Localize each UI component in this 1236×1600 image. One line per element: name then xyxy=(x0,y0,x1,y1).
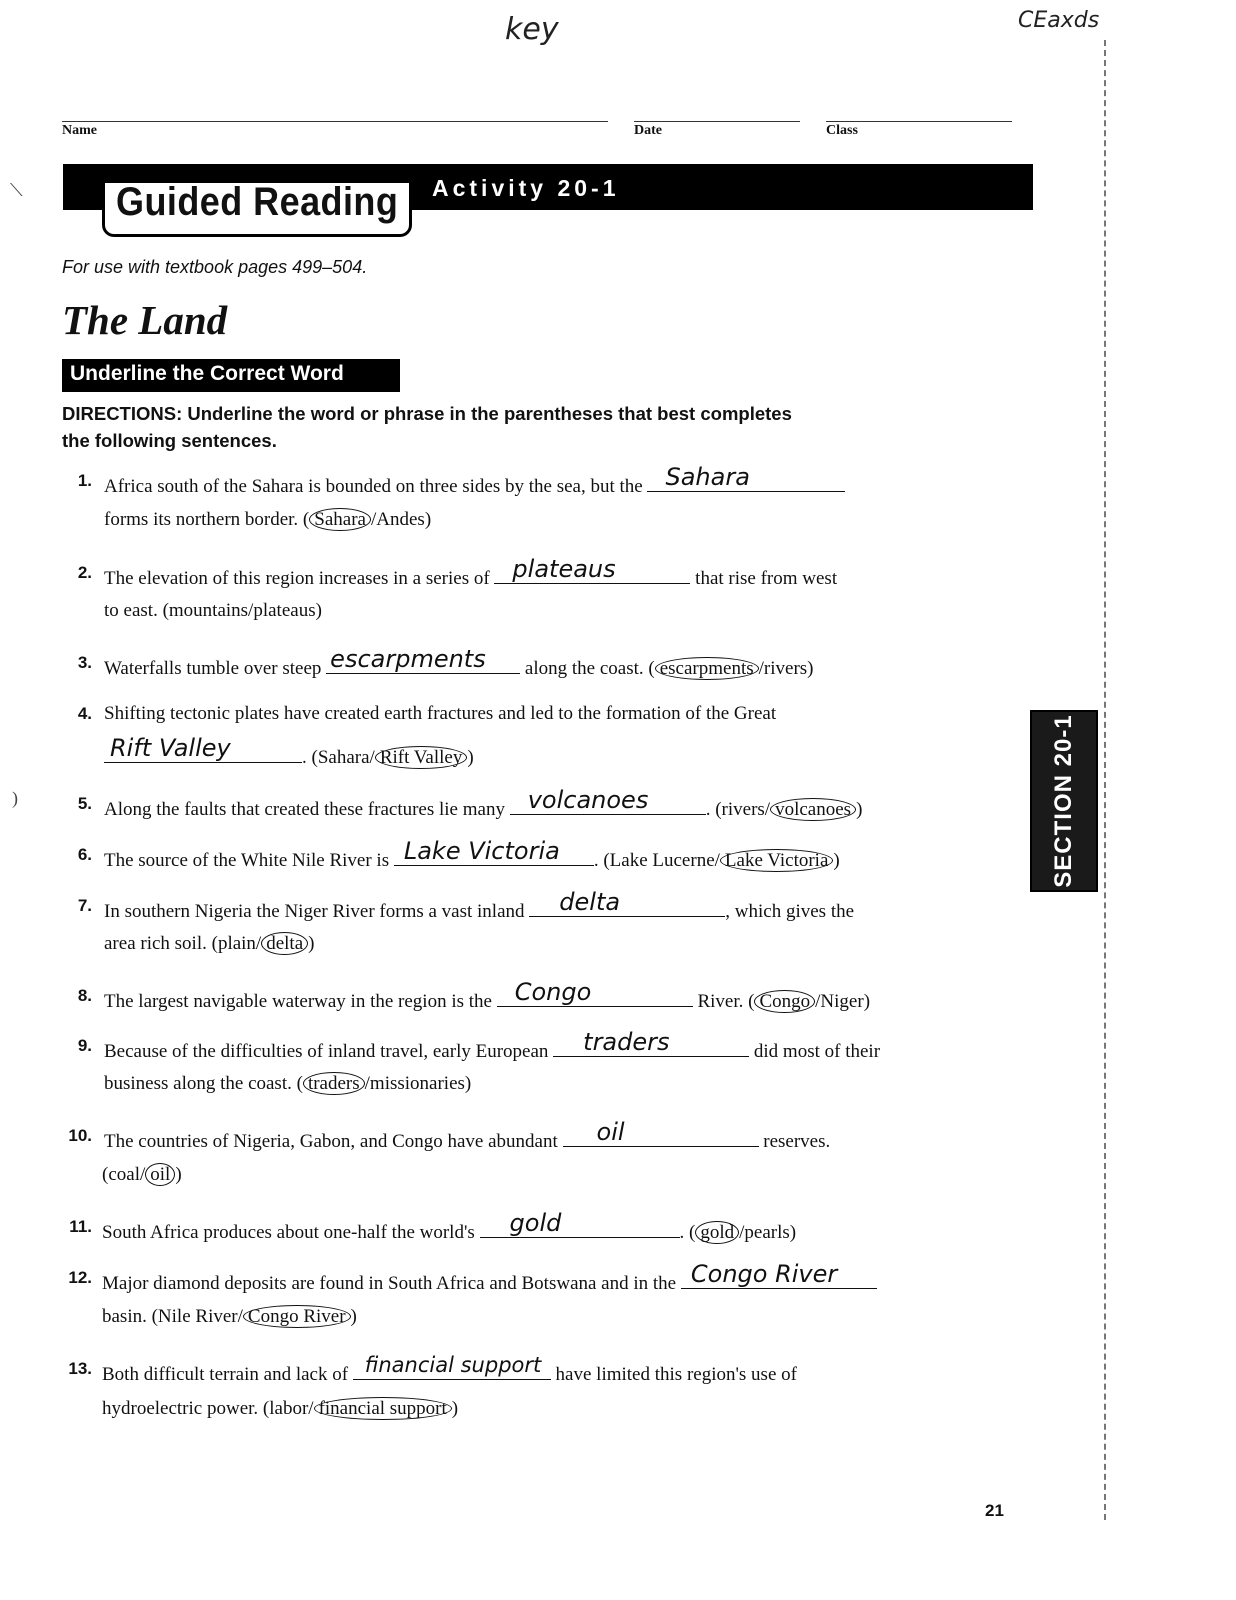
question-10-line-1: The countries of Nigeria, Gabon, and Congo have abundant oil reserves. xyxy=(104,1118,831,1152)
question-2-line-1: The elevation of this region increases in a series of plateaus that rise from west xyxy=(104,555,838,589)
scan-mark-icon: ⟍ xyxy=(10,180,23,200)
handwritten-answer: traders xyxy=(583,1028,670,1056)
question-number: 12. xyxy=(68,1268,92,1287)
question-7-line-2: area rich soil. (plain/ delta ) xyxy=(104,933,315,954)
handwritten-corner-note: CEaxds xyxy=(1018,8,1100,33)
question-number: 2. xyxy=(77,563,92,582)
question-number: 11. xyxy=(69,1217,92,1236)
answer-blank xyxy=(480,1209,680,1238)
question-number: 3. xyxy=(77,653,92,672)
answer-blank xyxy=(681,1260,877,1289)
page-edge-scan-line xyxy=(1104,40,1106,1520)
circled-option: Rift Valley xyxy=(375,746,468,769)
exercise-label: Underline the Correct Word xyxy=(62,359,400,392)
circled-option: financial support xyxy=(314,1397,452,1420)
question-4-line-1: Shifting tectonic plates have created earth fractures and led to the formation of the Great xyxy=(104,703,777,724)
circled-option: gold xyxy=(695,1221,739,1244)
question-12-line-2: basin. (Nile River/ Congo River ) xyxy=(102,1306,357,1327)
name-line xyxy=(62,121,608,122)
question-number: 6. xyxy=(77,845,92,864)
handwritten-answer: financial support xyxy=(364,1353,542,1377)
question-8-line-1: The largest navigable waterway in the region is the Congo River. ( Congo /Niger) xyxy=(104,978,871,1012)
question-9-line-1: Because of the difficulties of inland travel, early European traders did most of their xyxy=(104,1028,881,1062)
section-tab-label: SECTION 20-1 xyxy=(1050,714,1077,888)
question-10-line-2: (coal/ oil ) xyxy=(102,1164,182,1185)
activity-label: Activity 20-1 xyxy=(432,175,620,201)
question-13-line-1: Both difficult terrain and lack of financial support have limited this region's use of xyxy=(102,1353,797,1385)
answer-blank xyxy=(494,555,690,584)
directions: DIRECTIONS: Underline the word or phrase in the parentheses that best completes the following sentences. xyxy=(62,403,792,451)
circled-option: volcanoes xyxy=(770,798,856,821)
handwritten-answer: gold xyxy=(509,1209,562,1237)
question-5-line-1: Along the faults that created these fractures lie many volcanoes . (rivers/ volcanoes ) xyxy=(104,786,863,820)
handwritten-answer: plateaus xyxy=(512,555,616,583)
handwritten-answer: Rift Valley xyxy=(110,734,231,762)
circled-option: Lake Victoria xyxy=(720,849,834,872)
class-label: Class xyxy=(826,123,858,138)
question-2-line-2: to east. (mountains/plateaus) xyxy=(104,600,322,621)
question-number: 4. xyxy=(77,704,92,723)
question-13-line-2: hydroelectric power. (labor/ financial support ) xyxy=(102,1398,459,1419)
handwritten-key-note: key xyxy=(505,12,559,47)
circled-option: delta xyxy=(261,932,308,955)
question-number: 1. xyxy=(77,471,92,490)
answer-blank xyxy=(510,786,706,815)
circled-option: Congo xyxy=(754,990,815,1013)
answer-blank xyxy=(647,463,845,492)
answer-blank xyxy=(553,1028,749,1057)
date-line xyxy=(634,121,800,122)
question-1-line-1: Africa south of the Sahara is bounded on three sides by the sea, but the Sahara xyxy=(104,469,845,499)
handwritten-answer: volcanoes xyxy=(527,786,649,814)
handwritten-answer: escarpments xyxy=(330,645,486,673)
question-7-line-1: In southern Nigeria the Niger River forms a vast inland delta , which gives the xyxy=(104,888,855,922)
name-label: Name xyxy=(62,123,97,138)
question-1-line-2: forms its northern border. ( Sahara /Andes) xyxy=(104,509,432,530)
answer-blank xyxy=(529,888,725,917)
circled-option: Congo River xyxy=(243,1305,351,1328)
handwritten-answer: Congo River xyxy=(690,1260,838,1288)
circled-option: traders xyxy=(303,1072,365,1095)
handwritten-answer: Lake Victoria xyxy=(403,837,560,865)
section-title: The Land xyxy=(62,297,228,343)
scan-mark-icon: ) xyxy=(12,788,18,808)
answer-blank xyxy=(394,837,594,866)
answer-blank xyxy=(563,1118,759,1147)
question-number: 7. xyxy=(77,896,92,915)
circled-option: oil xyxy=(145,1163,175,1186)
question-number: 13. xyxy=(68,1359,92,1378)
question-12-line-1: Major diamond deposits are found in South Africa and Botswana and in the Congo River xyxy=(102,1266,877,1296)
question-number: 5. xyxy=(77,794,92,813)
answer-blank xyxy=(326,645,520,674)
date-label: Date xyxy=(634,123,662,138)
question-number: 9. xyxy=(77,1036,92,1055)
answer-blank xyxy=(104,734,302,763)
answer-blank xyxy=(497,978,693,1007)
question-3-line-1: Waterfalls tumble over steep escarpments along the coast. ( escarpments /rivers) xyxy=(104,645,814,679)
question-number: 8. xyxy=(77,986,92,1005)
banner-title: Guided Reading xyxy=(116,180,399,224)
page-number: 21 xyxy=(985,1501,1004,1520)
handwritten-answer: Congo xyxy=(514,978,592,1006)
class-line xyxy=(826,121,1012,122)
circled-option: escarpments xyxy=(655,657,759,680)
question-4-line-2: Rift Valley . (Sahara/ Rift Valley ) xyxy=(104,740,474,770)
handwritten-answer: delta xyxy=(559,888,621,916)
question-6-line-1: The source of the White Nile River is Lake Victoria . (Lake Lucerne/ Lake Victoria ) xyxy=(104,837,840,871)
handwritten-answer: oil xyxy=(596,1118,625,1146)
question-11-line-1: South Africa produces about one-half the world's gold . ( gold /pearls) xyxy=(102,1209,797,1243)
circled-option: Sahara xyxy=(309,508,371,531)
question-9-line-2: business along the coast. ( traders /missionaries) xyxy=(104,1073,472,1094)
question-number: 10. xyxy=(68,1126,92,1145)
handwritten-answer: Sahara xyxy=(665,463,750,491)
textbook-pages-note: For use with textbook pages 499–504. xyxy=(62,257,368,277)
answer-blank xyxy=(353,1353,551,1380)
